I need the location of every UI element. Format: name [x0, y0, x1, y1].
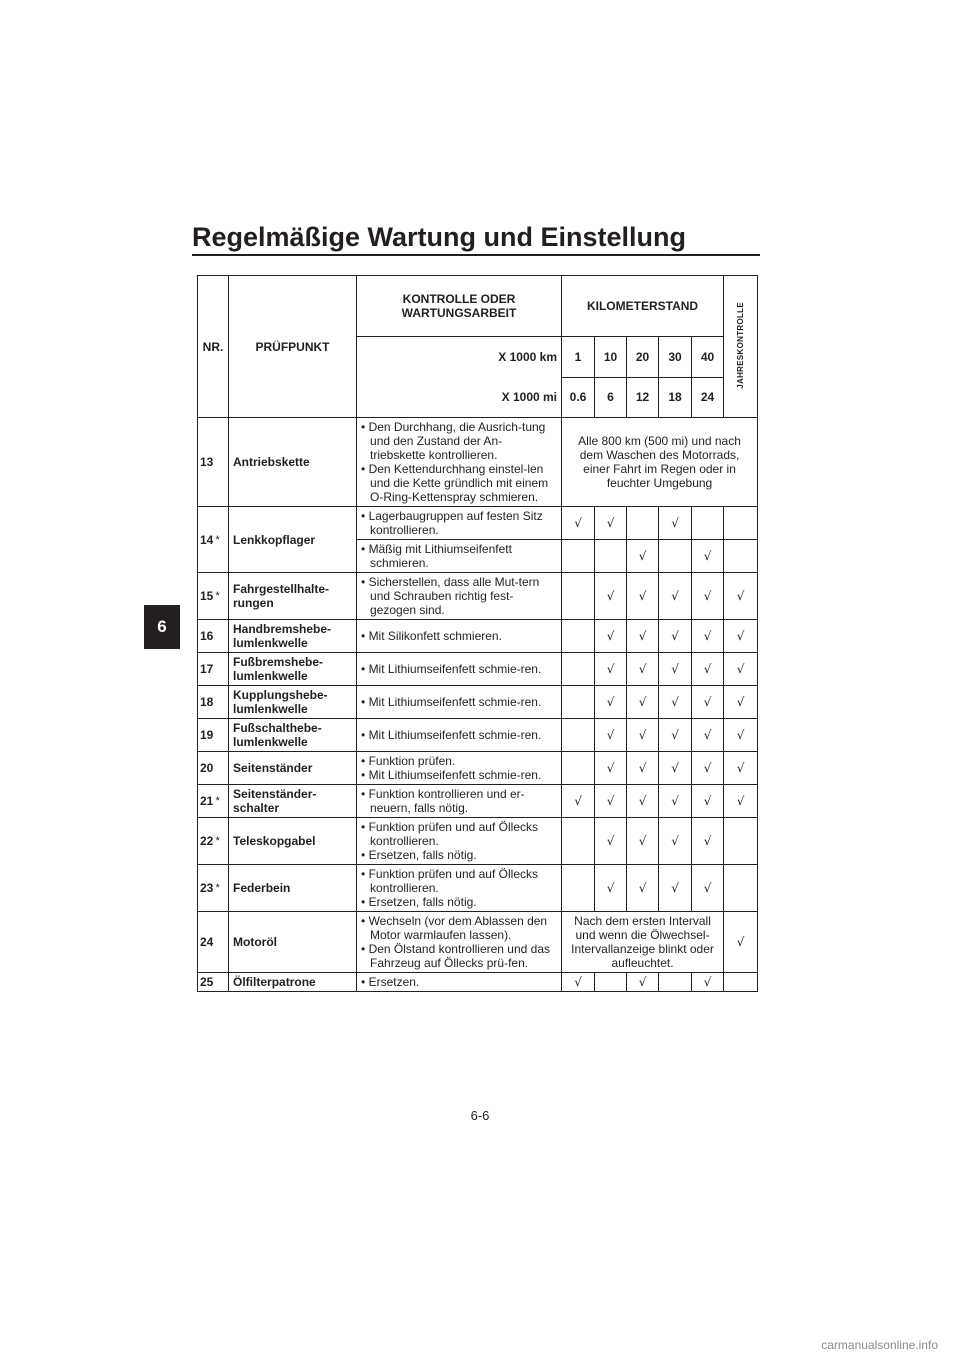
check-mark: √ [638, 662, 647, 676]
check-mark: √ [638, 881, 647, 895]
check-mark: √ [638, 834, 647, 848]
check-mark: √ [671, 881, 679, 895]
check-cell [595, 573, 627, 620]
check-cell [627, 573, 659, 620]
check-cell [724, 540, 758, 573]
page-number: 6-6 [470, 1108, 490, 1123]
check-cell [692, 973, 724, 992]
check-cell [659, 818, 692, 865]
header-mi-value: 12 [627, 377, 659, 418]
check-cell [692, 507, 724, 540]
action-item: • Den Ölstand kontrollieren und das Fahrzeug auf Öllecks prü-fen. [361, 942, 557, 970]
check-cell [627, 752, 659, 785]
check-mark: √ [736, 794, 745, 808]
row-number: 15 [198, 573, 216, 620]
header-km-value: 10 [595, 337, 627, 378]
check-mark: √ [703, 695, 712, 709]
row-number: 14 [198, 507, 216, 573]
row-asterisk [216, 620, 229, 653]
check-mark: √ [606, 794, 615, 808]
row-actions [357, 507, 562, 540]
check-mark: √ [736, 589, 745, 603]
header-pruefpunkt: PRÜFPUNKT [229, 276, 357, 418]
action-item: • Wechseln (vor dem Ablassen den Motor warmlaufen lassen). [361, 914, 557, 942]
header-kontrolle [357, 276, 562, 337]
check-mark: √ [638, 975, 647, 989]
row-asterisk: * [216, 785, 229, 818]
row-actions [357, 752, 562, 785]
row-number: 13 [198, 418, 216, 507]
header-nr: NR. [198, 276, 229, 418]
check-mark: √ [606, 728, 615, 742]
check-cell [562, 719, 595, 752]
check-cell [659, 865, 692, 912]
table-header [198, 276, 758, 418]
action-item: • Mit Lithiumseifenfett schmie-ren. [361, 728, 557, 742]
check-cell [595, 865, 627, 912]
check-cell [692, 686, 724, 719]
check-cell [659, 507, 692, 540]
check-cell [659, 973, 692, 992]
check-cell [692, 785, 724, 818]
action-item: • Ersetzen, falls nötig. [361, 848, 557, 862]
row-number: 25 [198, 973, 216, 992]
check-mark: √ [736, 935, 745, 949]
action-list [361, 728, 557, 742]
table-row [198, 912, 758, 973]
row-item: Lenkkopflager [229, 507, 357, 573]
check-cell [562, 865, 595, 912]
row-item: Teleskopgabel [229, 818, 357, 865]
check-cell [595, 818, 627, 865]
check-mark: √ [638, 695, 647, 709]
action-list [361, 509, 557, 537]
row-item: Ölfilterpatrone [229, 973, 357, 992]
check-mark: √ [703, 589, 712, 603]
header-jahreskontrolle-label: JAHRESKONTROLLE [735, 301, 745, 389]
check-cell [724, 818, 758, 865]
check-cell [692, 653, 724, 686]
check-cell [627, 686, 659, 719]
row-actions [357, 912, 562, 973]
check-mark: √ [671, 794, 679, 808]
row-asterisk [216, 686, 229, 719]
action-item: • Funktion prüfen und auf Öllecks kontrollieren. [361, 820, 557, 848]
check-cell [659, 785, 692, 818]
check-cell [692, 719, 724, 752]
check-cell [562, 973, 595, 992]
action-item: • Funktion kontrollieren und er-neuern, falls nötig. [361, 787, 557, 815]
check-mark: √ [606, 761, 615, 775]
row-asterisk: * [216, 507, 229, 573]
check-mark: √ [736, 728, 745, 742]
check-mark: √ [703, 728, 712, 742]
row-asterisk: * [216, 865, 229, 912]
action-item: • Ersetzen, falls nötig. [361, 895, 557, 909]
check-mark: √ [606, 662, 615, 676]
check-mark: √ [606, 516, 615, 530]
check-cell [724, 653, 758, 686]
check-mark: √ [671, 516, 679, 530]
check-cell [659, 620, 692, 653]
check-mark: √ [638, 589, 647, 603]
check-mark: √ [606, 695, 615, 709]
check-cell [627, 507, 659, 540]
action-item: • Sicherstellen, dass alle Mut-tern und Schrauben richtig fest-gezogen sind. [361, 575, 557, 617]
check-cell [562, 686, 595, 719]
row-item: Fahrgestellhalte-rungen [229, 573, 357, 620]
header-jahreskontrolle [724, 276, 758, 418]
row-number: 18 [198, 686, 216, 719]
row-item: Seitenständer [229, 752, 357, 785]
action-item: • Funktion prüfen. [361, 754, 557, 768]
action-list [361, 820, 557, 862]
check-cell [562, 540, 595, 573]
check-cell [595, 752, 627, 785]
row-item: Seitenständer-schalter [229, 785, 357, 818]
row-asterisk: * [216, 818, 229, 865]
check-mark: √ [638, 761, 647, 775]
title-rule [192, 254, 760, 256]
check-cell [562, 653, 595, 686]
action-list [361, 662, 557, 676]
action-list [361, 420, 557, 504]
check-mark: √ [703, 794, 712, 808]
check-mark: √ [671, 629, 679, 643]
header-km-value: 40 [692, 337, 724, 378]
check-cell [724, 573, 758, 620]
row-actions [357, 653, 562, 686]
check-cell [627, 818, 659, 865]
check-cell [595, 686, 627, 719]
check-mark: √ [671, 728, 679, 742]
check-mark: √ [671, 589, 679, 603]
header-mi-value: 18 [659, 377, 692, 418]
row-item: Antriebskette [229, 418, 357, 507]
check-cell [562, 818, 595, 865]
check-mark: √ [671, 662, 679, 676]
check-cell [724, 620, 758, 653]
row-number: 19 [198, 719, 216, 752]
action-list [361, 754, 557, 782]
row-number: 21 [198, 785, 216, 818]
row-asterisk [216, 653, 229, 686]
check-cell [595, 719, 627, 752]
action-list [361, 975, 557, 989]
action-item: • Ersetzen. [361, 975, 557, 989]
table-row [198, 686, 758, 719]
check-mark: √ [606, 834, 615, 848]
check-cell [627, 719, 659, 752]
check-mark: √ [574, 975, 582, 989]
check-cell [562, 620, 595, 653]
check-cell [562, 573, 595, 620]
table-row [198, 973, 758, 992]
row-asterisk [216, 752, 229, 785]
check-mark: √ [574, 516, 582, 530]
table-row [198, 752, 758, 785]
check-mark: √ [703, 549, 712, 563]
table-row [198, 573, 758, 620]
row-actions [357, 719, 562, 752]
check-cell [692, 752, 724, 785]
check-cell [692, 573, 724, 620]
check-cell [627, 540, 659, 573]
interval-note: Alle 800 km (500 mi) und nach dem Waschen des Motorrads, einer Fahrt im Regen oder in feuchter Umgebung [562, 418, 758, 507]
check-cell [595, 507, 627, 540]
row-actions [357, 620, 562, 653]
header-mi-value: 0.6 [562, 377, 595, 418]
action-list [361, 867, 557, 909]
row-number: 17 [198, 653, 216, 686]
footer-watermark: carmanualsonline.info [821, 1338, 938, 1352]
row-number: 20 [198, 752, 216, 785]
row-asterisk [216, 973, 229, 992]
table-row [198, 818, 758, 865]
check-cell [627, 785, 659, 818]
table-row [198, 418, 758, 507]
table-row [198, 785, 758, 818]
check-mark: √ [703, 834, 712, 848]
header-kontrolle-label: KONTROLLE ODER WARTUNGSARBEIT [401, 292, 517, 320]
table-body [198, 418, 758, 992]
row-number: 16 [198, 620, 216, 653]
header-km-label: X 1000 km [357, 337, 562, 378]
check-cell [724, 865, 758, 912]
check-mark: √ [703, 881, 712, 895]
row-actions [357, 973, 562, 992]
check-mark: √ [638, 549, 647, 563]
check-mark: √ [574, 794, 582, 808]
action-item: • Mäßig mit Lithiumseifenfett schmieren. [361, 542, 557, 570]
row-item: Kupplungshebe-lumlenkwelle [229, 686, 357, 719]
action-list [361, 695, 557, 709]
check-cell [627, 865, 659, 912]
row-asterisk [216, 719, 229, 752]
page-title: Regelmäßige Wartung und Einstellung [192, 222, 687, 252]
check-cell [724, 973, 758, 992]
row-actions [357, 418, 562, 507]
check-cell [595, 620, 627, 653]
check-mark: √ [606, 881, 615, 895]
action-item: • Mit Lithiumseifenfett schmie-ren. [361, 768, 557, 782]
check-mark: √ [736, 629, 745, 643]
check-mark: √ [703, 761, 712, 775]
action-item: • Den Kettendurchhang einstel-len und die Kette gründlich mit einem O-Ring-Kettenspray schmieren. [361, 462, 557, 504]
check-cell [659, 686, 692, 719]
check-cell [659, 752, 692, 785]
check-cell [659, 719, 692, 752]
action-item: • Mit Lithiumseifenfett schmie-ren. [361, 662, 557, 676]
check-mark: √ [671, 695, 679, 709]
action-list [361, 629, 557, 643]
header-kilometerstand: KILOMETERSTAND [562, 276, 724, 337]
action-list [361, 787, 557, 815]
check-cell [595, 653, 627, 686]
check-cell [595, 973, 627, 992]
check-mark: √ [703, 662, 712, 676]
action-item: • Mit Lithiumseifenfett schmie-ren. [361, 695, 557, 709]
check-cell [692, 818, 724, 865]
check-cell [595, 540, 627, 573]
header-km-value: 1 [562, 337, 595, 378]
check-cell [724, 507, 758, 540]
check-cell [724, 785, 758, 818]
check-mark: √ [638, 794, 647, 808]
header-km-value: 20 [627, 337, 659, 378]
header-mi-value: 24 [692, 377, 724, 418]
row-asterisk [216, 418, 229, 507]
check-cell [724, 752, 758, 785]
row-actions [357, 573, 562, 620]
check-cell [692, 620, 724, 653]
check-cell [724, 912, 758, 973]
check-cell [562, 752, 595, 785]
row-actions [357, 785, 562, 818]
row-number: 22 [198, 818, 216, 865]
action-list [361, 914, 557, 970]
check-cell [627, 620, 659, 653]
interval-note: Nach dem ersten Intervall und wenn die Ölwechsel-Intervallanzeige blinkt oder aufleuchtet. [562, 912, 724, 973]
row-item: Fußschalthebe-lumlenkwelle [229, 719, 357, 752]
row-item: Federbein [229, 865, 357, 912]
row-actions [357, 686, 562, 719]
check-mark: √ [736, 662, 745, 676]
row-number: 24 [198, 912, 216, 973]
check-mark: √ [703, 975, 712, 989]
check-mark: √ [736, 695, 745, 709]
check-mark: √ [736, 761, 745, 775]
row-item: Motoröl [229, 912, 357, 973]
table-row [198, 865, 758, 912]
check-mark: √ [638, 629, 647, 643]
check-mark: √ [606, 629, 615, 643]
check-cell [595, 785, 627, 818]
check-mark: √ [638, 728, 647, 742]
action-item: • Mit Silikonfett schmieren. [361, 629, 557, 643]
check-cell [692, 540, 724, 573]
check-cell [692, 865, 724, 912]
check-mark: √ [671, 761, 679, 775]
check-cell [659, 540, 692, 573]
check-cell [659, 573, 692, 620]
chapter-tab: 6 [144, 605, 180, 649]
check-cell [724, 686, 758, 719]
check-cell [562, 507, 595, 540]
table-row [198, 620, 758, 653]
check-cell [627, 653, 659, 686]
check-mark: √ [671, 834, 679, 848]
header-km-value: 30 [659, 337, 692, 378]
maintenance-table [197, 275, 758, 992]
row-actions [357, 540, 562, 573]
table-row [198, 719, 758, 752]
check-cell [659, 653, 692, 686]
header-mi-value: 6 [595, 377, 627, 418]
action-item: • Funktion prüfen und auf Öllecks kontrollieren. [361, 867, 557, 895]
table-row [198, 507, 758, 540]
row-actions [357, 865, 562, 912]
header-mi-label: X 1000 mi [357, 377, 562, 418]
row-number: 23 [198, 865, 216, 912]
row-item: Fußbremshebe-lumlenkwelle [229, 653, 357, 686]
table-row [198, 653, 758, 686]
row-asterisk: * [216, 573, 229, 620]
check-cell [562, 785, 595, 818]
check-mark: √ [703, 629, 712, 643]
check-cell [627, 973, 659, 992]
row-asterisk [216, 912, 229, 973]
action-list [361, 575, 557, 617]
action-item: • Den Durchhang, die Ausrich-tung und den Zustand der An-triebskette kontrollieren. [361, 420, 557, 462]
check-mark: √ [606, 589, 615, 603]
action-list [361, 542, 557, 570]
check-cell [724, 719, 758, 752]
row-item: Handbremshebe-lumlenkwelle [229, 620, 357, 653]
action-item: • Lagerbaugruppen auf festen Sitz kontrollieren. [361, 509, 557, 537]
row-actions [357, 818, 562, 865]
